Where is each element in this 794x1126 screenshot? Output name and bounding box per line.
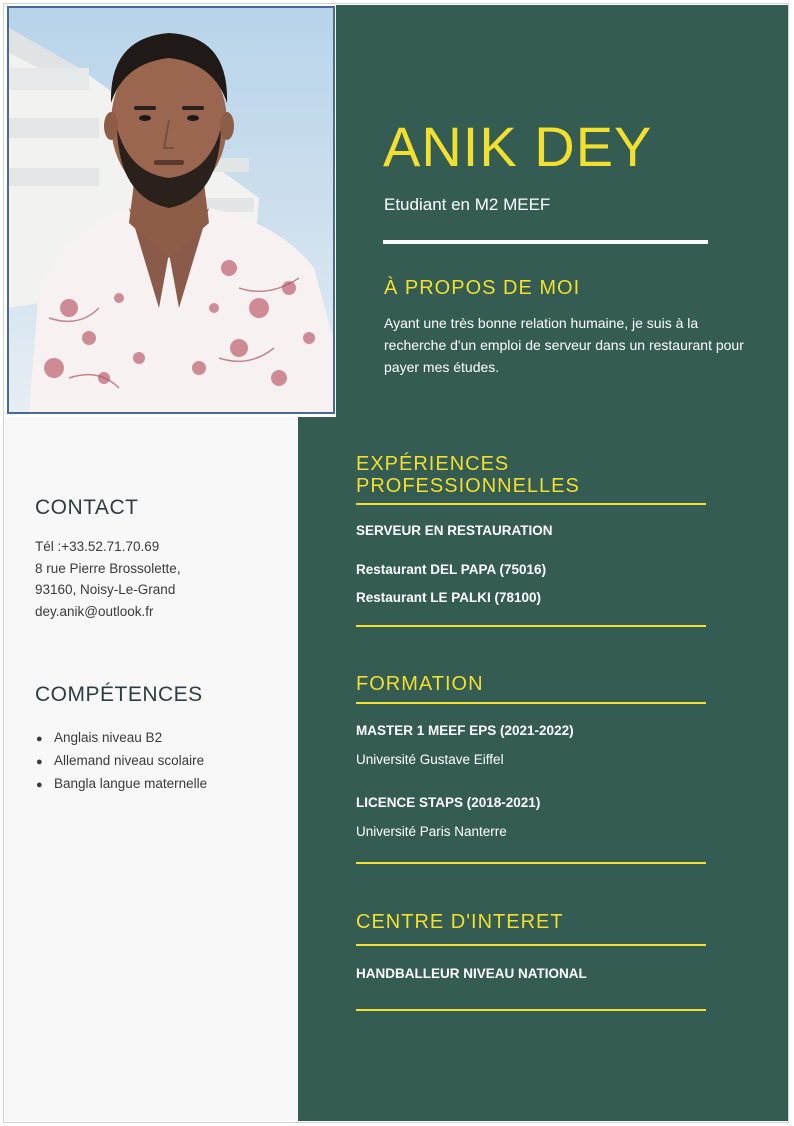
education-school: Université Gustave Eiffel	[356, 752, 504, 767]
bullet-icon: ●	[36, 756, 43, 768]
education-degree: MASTER 1 MEEF EPS (2021-2022)	[356, 723, 574, 738]
interests-divider	[356, 944, 706, 946]
experience-place: Restaurant LE PALKI (78100)	[356, 590, 542, 605]
about-text: Ayant une très bonne relation humaine, je suis à la recherche d'un emploi de serveur dans un restaurant pour payer mes études.	[384, 315, 744, 375]
experience-heading: EXPÉRIENCES PROFESSIONNELLES	[356, 453, 580, 497]
experience-divider	[356, 503, 706, 505]
education-school: Université Paris Nanterre	[356, 824, 507, 839]
contact-email: dey.anik@outlook.fr	[35, 603, 154, 619]
contact-details	[35, 536, 181, 622]
list-item: ● Anglais niveau B2	[36, 727, 207, 750]
contact-address-line1: 8 rue Pierre Brossolette,	[35, 560, 181, 576]
contact-heading: CONTACT	[35, 496, 139, 519]
experience-end-divider	[356, 625, 706, 627]
candidate-name: ANIK DEY	[383, 115, 653, 178]
header-divider	[383, 240, 708, 244]
candidate-subtitle: Etudiant en M2 MEEF	[384, 195, 551, 214]
education-end-divider	[356, 862, 706, 864]
education-divider	[356, 702, 706, 704]
contact-address-line2: 93160, Noisy-Le-Grand	[35, 582, 176, 597]
experience-role: SERVEUR EN RESTAURATION	[356, 523, 553, 538]
experience-place: Restaurant DEL PAPA (75016)	[356, 562, 547, 577]
profile-photo	[7, 6, 335, 414]
education-heading: FORMATION	[356, 673, 484, 695]
bullet-icon: ●	[36, 779, 43, 791]
contact-phone: Tél :+33.52.71.70.69	[35, 539, 160, 554]
interests-item: HANDBALLEUR NIVEAU NATIONAL	[356, 966, 587, 981]
about-heading: À PROPOS DE MOI	[384, 277, 581, 299]
interests-heading: CENTRE D'INTERET	[356, 911, 564, 933]
skills-list	[36, 727, 207, 796]
skills-heading: COMPÉTENCES	[35, 683, 203, 706]
list-item: ● Bangla langue maternelle	[36, 773, 207, 796]
education-degree: LICENCE STAPS (2018-2021)	[356, 795, 541, 810]
list-item: ● Allemand niveau scolaire	[36, 750, 207, 773]
bullet-icon: ●	[36, 733, 43, 745]
interests-end-divider	[356, 1009, 706, 1011]
